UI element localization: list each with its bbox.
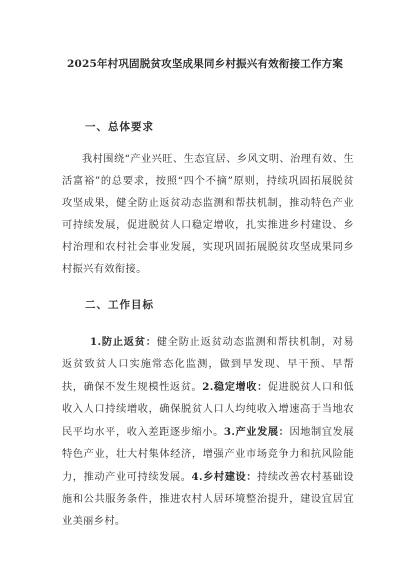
goal-text: 健全防止返贫动态监测和帮扶机制，对易返贫致贫人口实施常态化监测，做到早发现、早干预、早帮扶，确保不发生规模性返贫。 <box>62 337 354 393</box>
document-title: 2025年村巩固脱贫攻坚成果同乡村振兴有效衔接工作方案 <box>66 58 344 70</box>
work-goals-paragraph <box>62 331 354 533</box>
goal-text: 促进脱贫人口和低收入人口持续增收，确保脱贫人口人均纯收入增速高于当地农民平均水平，收入差距逐步缩小。 <box>62 382 354 438</box>
goal-label: 2.稳定增收： <box>202 381 268 393</box>
section-heading-general-requirements: 一、总体要求 <box>85 121 154 133</box>
goal-label: 3.产业发展： <box>223 426 290 438</box>
goal-text: 持续改善农村基础设施和公共服务条件，推进农村人居环境整治提升，建设宜居宜业美丽乡村。 <box>62 472 354 527</box>
goal-label: 4.乡村建设： <box>191 471 258 483</box>
goal-label: 1.防止返贫： <box>90 336 157 348</box>
general-requirements-paragraph: 我村围绕“产业兴旺、生态宜居、乡风文明、治理有效、生活富裕”的总要求，按照“四个不摘”原则，持续巩固拓展脱贫攻坚成果，健全防止返贫动态监测和帮扶机制，推动特色产业可持续发展，促进脱贫人口稳定增收，扎实推进乡村建设、乡村治理和农村社会事业发展，实现巩固拓展脱贫攻坚成果同乡村振兴有效衔接。 <box>62 154 354 275</box>
section-heading-work-goals: 二、工作目标 <box>85 299 154 311</box>
goal-text: 因地制宜发展特色产业，壮大村集体经济，增强产业市场竞争力和抗风险能力，推动产业可持续发展。 <box>62 427 354 483</box>
